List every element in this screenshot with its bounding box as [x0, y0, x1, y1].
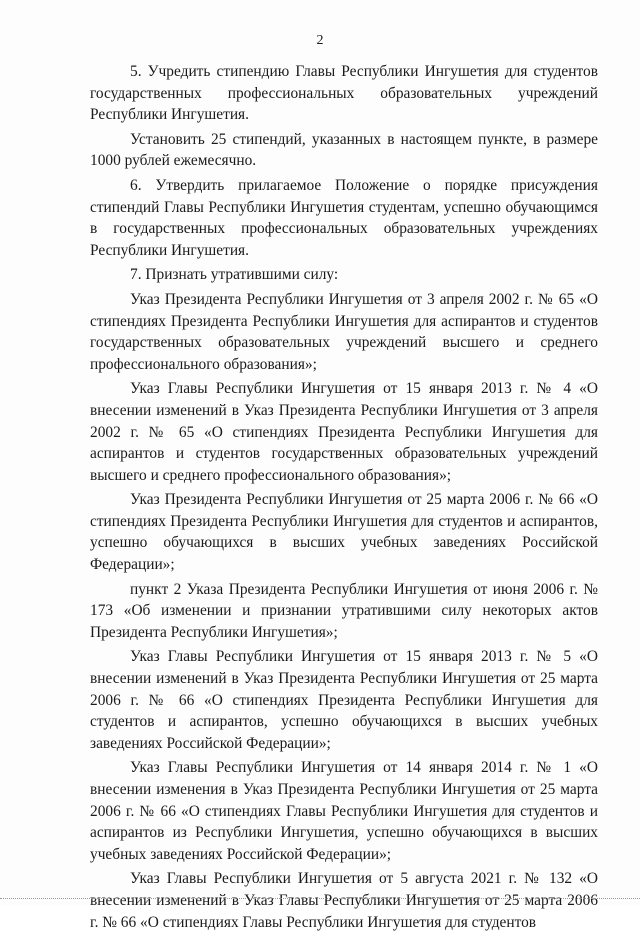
- paragraph-item-6: 6. Утвердить прилагаемое Положение о порядке присуждения стипендий Главы Республики Ингушетия студентам, успешно обучающимся в государственных профессиональных образовательных учреждениях Республики Ингушетия.: [90, 176, 598, 259]
- paragraph-repealed-decree: Указ Главы Республики Ингушетия от 14 января 2014 г. № 1 «О внесении изменения в Указ Президента Республики Ингушетия от 25 марта 2006 г. № 66 «О стипендиях Главы Республики Ингушетия для студентов и аспирантов из Республики Ингушетия, успешно обучающихся в высших учебных заведениях Российской Федерации»;: [90, 759, 598, 863]
- paragraph-item-7: 7. Признать утратившими силу:: [130, 266, 339, 284]
- document-body: [90, 61, 598, 936]
- page-number: 2: [316, 33, 324, 48]
- paragraph-stipend-count: Установить 25 стипендий, указанных в настоящем пункте, в размере 1000 рублей ежемесячно.: [90, 130, 598, 170]
- paragraph-repealed-decree: Указ Президента Республики Ингушетия от 25 марта 2006 г. № 66 «О стипендиях Президента Республики Ингушетия для студентов и аспирантов, успешно обучающихся в высших учебных заведениях Российской Федерации»;: [90, 491, 598, 574]
- paragraph-repealed-decree: пункт 2 Указа Президента Республики Ингушетия от июня 2006 г. № 173 «Об изменении и признании утратившими силу некоторых актов Президента Республики Ингушетия»;: [90, 580, 598, 641]
- paragraph-repealed-decree: Указ Главы Республики Ингушетия от 15 января 2013 г. № 5 «О внесении изменений в Указ Президента Республики Ингушетия от 25 марта 2006 г. № 66 «О стипендиях Президента Республики Ингушетия для студентов и аспирантов, успешно обучающихся в высших учебных заведениях Российской Федерации»;: [90, 648, 598, 752]
- paragraph-repealed-decree: Указ Главы Республики Ингушетия от 5 августа 2021 г. № 132 «О внесении изменений в Указ Главы Республики Ингушетия от 25 марта 2006 г. № 66 «О стипендиях Главы Республики Ингушетия для студентов: [90, 870, 598, 931]
- paragraph-item-5: 5. Учредить стипендию Главы Республики Ингушетия для студентов государственных профессиональных образовательных учреждений Республики Ингушетия.: [90, 63, 598, 124]
- scan-edge-line: [0, 898, 640, 899]
- paragraph-repealed-decree: Указ Президента Республики Ингушетия от 3 апреля 2002 г. № 65 «О стипендиях Президента Республики Ингушетия для аспирантов и студентов государственных образовательных учреждений высшего и среднего профессионального образования»;: [90, 290, 598, 373]
- paragraph-repealed-decree: Указ Главы Республики Ингушетия от 15 января 2013 г. № 4 «О внесении изменений в Указ Президента Республики Ингушетия от 3 апреля 2002 г. № 65 «О стипендиях Президента Республики Ингушетия для аспирантов и студентов государственных образовательных учреждений высшего и среднего профессионального образования»;: [90, 380, 598, 484]
